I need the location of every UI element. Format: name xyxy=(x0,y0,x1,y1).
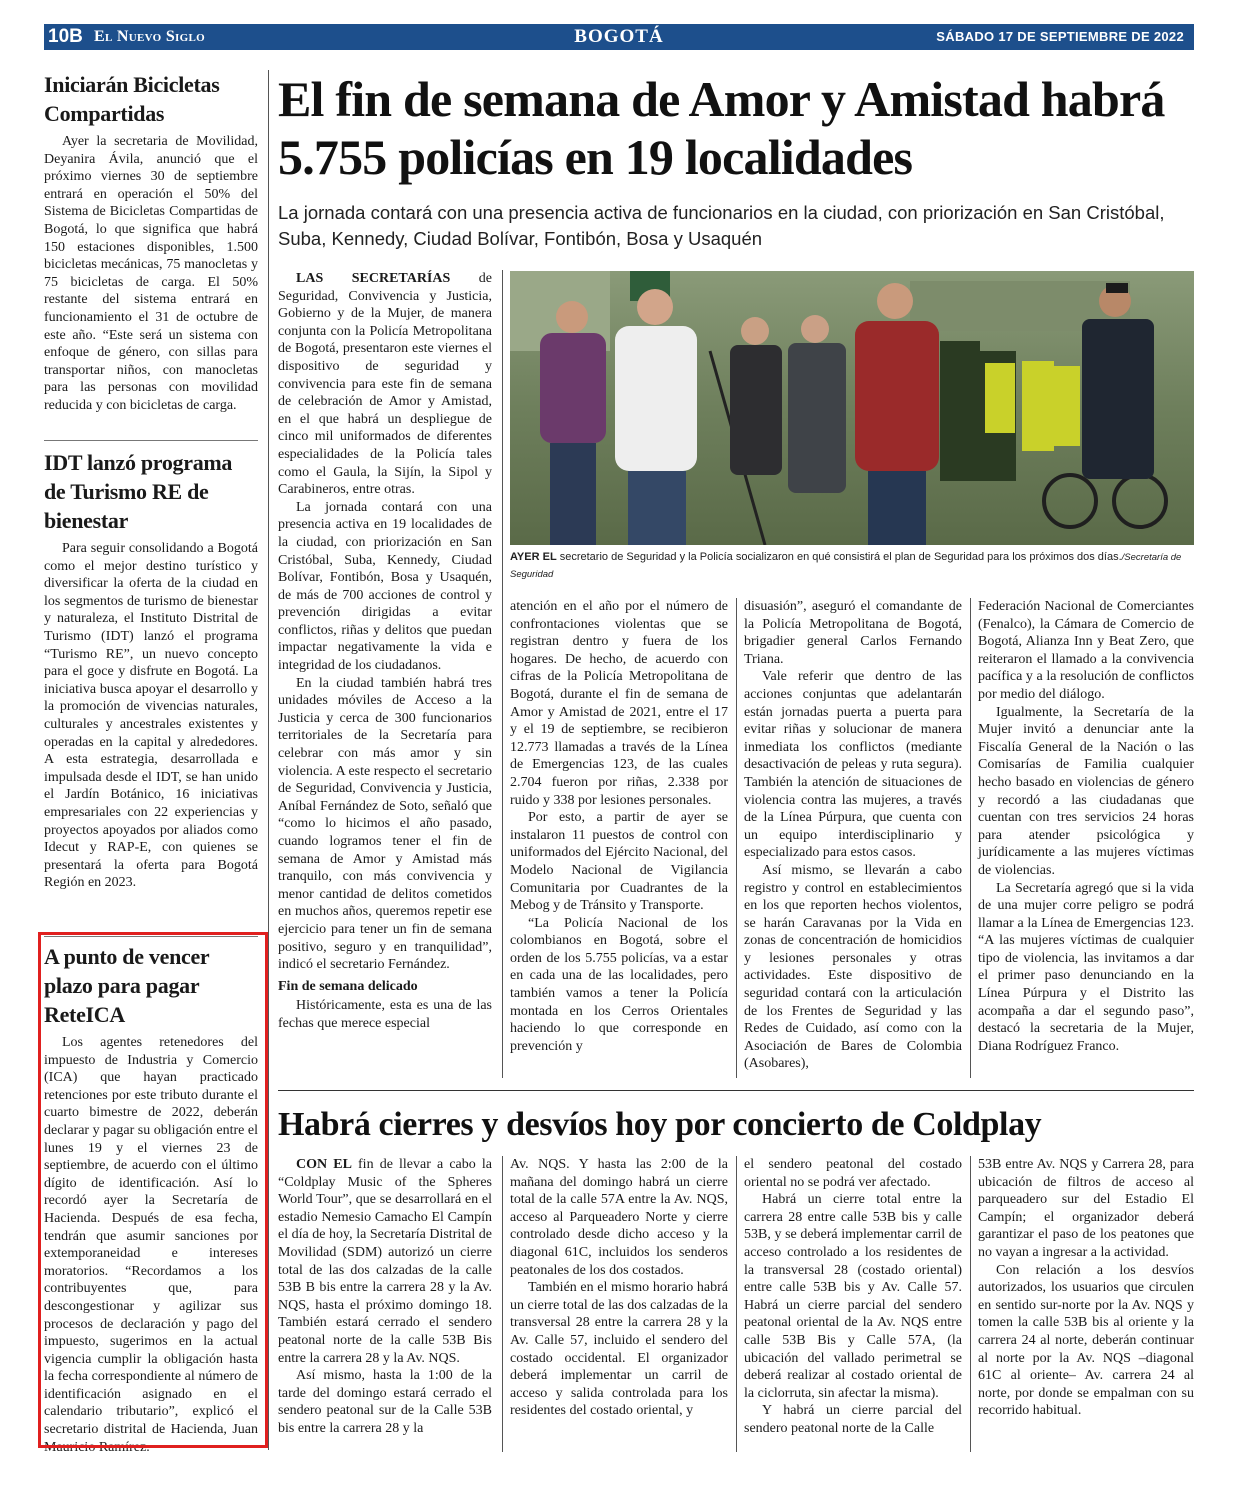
newspaper-name: El Nuevo Siglo xyxy=(94,28,205,45)
caption-text: secretario de Seguridad y la Policía socializaron en qué consistirá el plan de Seguridad para los próximos dos días. xyxy=(556,551,1122,563)
story-paragraph: También en el mismo horario habrá un cierre total de las dos calzadas de la transversal 28 entre la carrera 28 y la Av. Calle 57, incluido el sendero del costado occidental. El organizador deberá implementar un carril de acceso y salida controlada para los residentes del costado oriental, y xyxy=(510,1280,728,1419)
story-paragraph: de Seguridad, Convivencia y Justicia, Gobierno y de la Mujer, de manera conjunta con la Policía Metropolitana de Bogotá, presentaron este viernes el dispositivo de seguridad y convivencia para este fin de semana de celebración de Amor y Amistad, en el que habrá un despliegue de cinco mil uniformados de diferentes especialidades de la Policía tales como el Gaula, la Sijín, la Sipol y Carabineros, entre otras. xyxy=(278,271,492,498)
brief-body xyxy=(44,540,258,892)
section-name: BOGOTÁ xyxy=(574,26,664,47)
second-story-column-4 xyxy=(978,1156,1194,1420)
column-divider xyxy=(268,70,269,1450)
brief-paragraph: Ayer la secretaria de Movilidad, Deyanira Ávila, anunció que el próximo viernes 30 de septiembre entrará en operación el 50% del Sistema de Bicicletas Compartidas de Bogotá, lo que significa que habrá 150 estaciones disponibles, 1.500 bicicletas mecánicas, 75 manocletas y 75 bicicletas de carga. El 50% restante del sistema entrará en funcionamiento el 31 de octubre de este año. “Este será un sistema con enfoque de género, con sillas para transportar niños, con manocletas para las personas con movilidad reducida y con bicicletas de carga. xyxy=(44,134,258,413)
story-paragraph: “La Policía Nacional de los colombianos en Bogotá, sobre el orden de los 5.755 policías, va a estar en cada una de las localidades, pero también vamos a tener la Policía montada en los Cerros Orientales haciendo lo que corresponde en prevención y xyxy=(510,915,728,1054)
story-paragraph: fin de llevar a cabo la “Coldplay Music of the Spheres World Tour”, que se desarrollará en el estadio Nemesio Camacho El Campín el día de hoy, la Secretaría Distrital de Movilidad (SDM) autorizó un cierre total de las dos calzadas de la calle 53B B bis entre la carrera 28 y la Av. NQS, hasta el próximo domingo 18. También estará cerrado el sendero peatonal norte de la calle 53B Bis entre la carrera 28 y la Av. NQS. xyxy=(278,1157,492,1366)
brief-paragraph: Los agentes retenedores del impuesto de Industria y Comercio (ICA) que hayan practicado retenciones por este tributo durante el cuarto bimestre de 2022, deberán declarar y pagar su obligación entre el lunes 19 y el viernes 23 de septiembre, de acuerdo con el último dígito de identificación. Así lo recordó ayer la Secretaría de Hacienda. Después de esa fecha, tendrán que asumir sanciones por extemporaneidad e intereses moratorios. “Recordamos a los contribuyentes que, para descongestionar y agilizar sus procesos de declaración y pago del impuesto, sugerimos en la actual vigencia cumplir la obligación hasta la fecha correspondiente al número de identificación asignado en el calendario tributario”, explicó el secretario distrital de Hacienda, Juan Mauricio Ramírez. xyxy=(44,1035,258,1455)
main-headline: El fin de semana de Amor y Amistad habrá 5.755 policías en 19 localidades xyxy=(278,71,1165,185)
story-paragraph: Con relación a los desvíos autorizados, los usuarios que circulen en sentido sur-norte por la Av. NQS y tomen la calle 53B bis al oriente y la carrera 24 al norte, deberán continuar al norte por la Av. NQS –diagonal 61C al oriente– Av. carrera 24 al norte, por donde se empalman con su recorrido habitual. xyxy=(978,1262,1194,1419)
lead-words: CON EL xyxy=(296,1157,352,1172)
main-story-column-1 xyxy=(278,270,492,1033)
story-paragraph: En la ciudad también habrá tres unidades móviles de Acceso a la Justicia y cerca de 300 funcionarios territoriales de la Secretaría para celebrar con más amor y sin violencia. A este respecto el secretario de Seguridad, Convivencia y Justicia, Aníbal Fernández de Soto, señaló que “como lo hicimos el año pasado, cuando logramos tener el fin de semana de Amor y Amistad más tranquilo, con más convivencia y menor cantidad de delitos cometidos en muchos años, queremos repetir ese ejercicio para tener un fin de semana positivo, seguro y en tranquilidad”, indicó el secretario Fernández. xyxy=(278,675,492,973)
caption-lead: AYER EL xyxy=(510,551,557,563)
story-paragraph: 53B entre Av. NQS y Carrera 28, para ubicación de filtros de acceso al parqueadero sur del Estadio El Campín; el organizador deberá garantizar el paso de los peatones que no vayan a ingresar a la actividad. xyxy=(978,1157,1194,1260)
column-divider xyxy=(736,1156,737,1452)
story-paragraph: Y habrá un cierre parcial del sendero peatonal norte de la Calle xyxy=(744,1403,962,1436)
story-divider xyxy=(278,1090,1194,1091)
photo-caption xyxy=(510,549,1194,583)
brief-title: Iniciarán Bicicletas Compartidas xyxy=(44,72,220,126)
column-divider xyxy=(502,270,503,1078)
brief-title: A punto de vencer plazo para pagar ReteICA xyxy=(44,944,210,1027)
story-paragraph: Históricamente, esta es una de las fechas que merece especial xyxy=(278,998,492,1031)
page-number: 10B xyxy=(48,26,83,47)
story-paragraph: disuasión”, aseguró el comandante de la Policía Metropolitana de Bogotá, brigadier general Carlos Fernando Triana. xyxy=(744,599,962,667)
second-story-column-3 xyxy=(744,1156,962,1438)
story-paragraph: Así mismo, se llevarán a cabo registro y control en establecimientos en los que reporten hechos violentos, se harán Caravanas por la Vida en zonas de concentración de homicidios y lesiones personales y otras actividades. Este dispositivo de seguridad contará con la articulación de los Frentes de Seguridad y las Redes de Cuidado, así como con la Asociación de Bares de Colombia (Asobares), xyxy=(744,862,962,1072)
brief-title: IDT lanzó programa de Turismo RE de bienestar xyxy=(44,450,233,533)
second-headline: Habrá cierres y desvíos hoy por concierto de Coldplay xyxy=(278,1106,1042,1143)
story-paragraph: Igualmente, la Secretaría de la Mujer invitó a denunciar ante la Fiscalía General de la Nación o las Comisarías de Familia cualquier hecho basado en violencias de género y recordó a las ciudadanas que cuentan con tres servicios 24 horas para atender psicológica y jurídicamente a las mujeres víctimas de violencias. xyxy=(978,704,1194,878)
story-paragraph: Federación Nacional de Comerciantes (Fenalco), la Cámara de Comercio de Bogotá, Alianza Inn y Beat Zero, que reiteraron el llamado a la convivencia pacífica y a la resolución de conflictos por medio del diálogo. xyxy=(978,599,1194,702)
highlight-box xyxy=(38,932,268,1448)
publication-date: SÁBADO 17 DE SEPTIEMBRE DE 2022 xyxy=(936,29,1184,44)
story-paragraph: Habrá un cierre total entre la carrera 28 entre calle 53B bis y calle 53B, y se deberá implementar carril de acceso controlado a los residentes de la transversal 28 (costado oriental) entre calle 53B bis y Av. Calle 57. Habrá un cierre parcial del sendero peatonal oriental de la Av. NQS entre calle 53B Bis y Calle 57A, (la ubicación del vallado perimetral se deberá realizar al costado oriental de la ciclorruta, sin afectar la misma). xyxy=(744,1192,962,1401)
second-story-column-1 xyxy=(278,1156,492,1438)
column-divider xyxy=(736,598,737,1078)
brief-paragraph: Para seguir consolidando a Bogotá como el mejor destino turístico y diversificar la oferta de la ciudad en los segmentos de turismo de bienestar y naturaleza, el Instituto Distrital de Turismo (IDT) lanzó el programa “Turismo RE”, un nuevo concepto para el goce y disfrute en Bogotá. La iniciativa busca apoyar el desarrollo y la promoción de vivencias naturales, culturales y ancestrales existentes y operadas en la capital y alrededores. A esta estrategia, desarrollada e impulsada desde el IDT, se han unido el Jardín Botánico, 16 iniciativas empresariales con 22 experiencias y proyectos apoyados por aliados como Idecut y RAP-E, con quienes se presentará la oferta para Bogotá Región en 2023. xyxy=(44,541,258,891)
story-paragraph: La Secretaría agregó que si la vida de una mujer corre peligro se podrá llamar a la Línea de Emergencias 123. “A las mujeres víctimas de cualquier tipo de violencia, las invitamos a dar el primer paso denunciando en la Línea Púrpura y el Distrito las acompaña a dar el segundo paso”, destacó la secretaria de la Mujer, Diana Rodríguez Franco. xyxy=(978,880,1194,1054)
brief-divider xyxy=(44,440,258,441)
brief-body xyxy=(44,133,258,415)
story-subhead: Fin de semana delicado xyxy=(278,978,418,994)
brief-bicicletas xyxy=(44,70,258,415)
main-subheadline: La jornada contará con una presencia activa de funcionarios en la ciudad, con priorización en San Cristóbal, Suba, Kennedy, Ciudad Bolívar, Fontibón, Bosa y Usaquén xyxy=(278,202,1165,249)
main-story-column-4 xyxy=(978,598,1194,1055)
story-paragraph: Por esto, a partir de ayer se instalaron 11 puestos de control con uniformados del Ejército Nacional, del Modelo Nacional de Vigilancia Comunitaria por Cuadrantes de la Mebog y de Tránsito y Transporte. xyxy=(510,810,728,914)
column-divider xyxy=(502,1156,503,1452)
lead-words: LAS SECRETARÍAS xyxy=(296,271,451,286)
story-paragraph: Vale referir que dentro de las acciones conjuntas que adelantarán están jornadas puerta a puerta para evitar riñas y solucionar de manera inmediata los conflictos (mediante desactivación de peleas y ruta segura). También la atención de situaciones de violencia contra las mujeres, a través de la Línea Púrpura, que cuenta con un equipo interdisciplinario y especializado para estos casos. xyxy=(744,669,962,861)
main-story-column-2 xyxy=(510,598,728,1055)
photo-credit: /Secretaría de Seguridad xyxy=(510,552,1182,580)
story-paragraph: Av. NQS. Y hasta las 2:00 de la mañana del domingo habrá un cierre total de la calle 57A entre la Av. NQS, acceso al Parqueadero Norte y cierre controlado desde dicho acceso y la diagonal 61C, incluidos los senderos peatonales de los dos costados. xyxy=(510,1157,728,1278)
story-paragraph: el sendero peatonal del costado oriental no se podrá ver afectado. xyxy=(744,1157,962,1190)
story-paragraph: Así mismo, hasta la 1:00 de la tarde del domingo estará cerrado el sendero peatonal sur de la Calle 53B bis entre la carrera 28 y la xyxy=(278,1368,492,1436)
story-paragraph: atención en el año por el número de confrontaciones violentas que se registran dentro y fuera de los hogares. De hecho, de acuerdo con cifras de la Policía Metropolitana de Bogotá, durante el fin de semana de Amor y Amistad de 2021, entre el 17 y el 19 de septiembre, se recibieron 12.773 llamadas a través de la Línea de Emergencias 123, de las cuales 2.704 fueron por riñas, 2.338 por ruido y 338 por lesiones personales. xyxy=(510,599,728,808)
story-paragraph: La jornada contará con una presencia activa en 19 localidades de la ciudad, con priorización en San Cristóbal, Suba, Kennedy, Ciudad Bolívar, Fontibón, Bosa y Usaquén, de más de 700 acciones de control y prevención dirigidas a evitar conflictos, riñas y delitos que puedan impactar negativamente la vida e integridad de los ciudadanos. xyxy=(278,499,492,674)
main-story-column-3 xyxy=(744,598,962,1073)
column-divider xyxy=(970,1156,971,1452)
news-photo xyxy=(510,271,1194,545)
brief-turismo xyxy=(44,448,258,892)
second-story-column-2 xyxy=(510,1156,728,1420)
column-divider xyxy=(970,598,971,1078)
section-header-band xyxy=(44,24,1194,50)
